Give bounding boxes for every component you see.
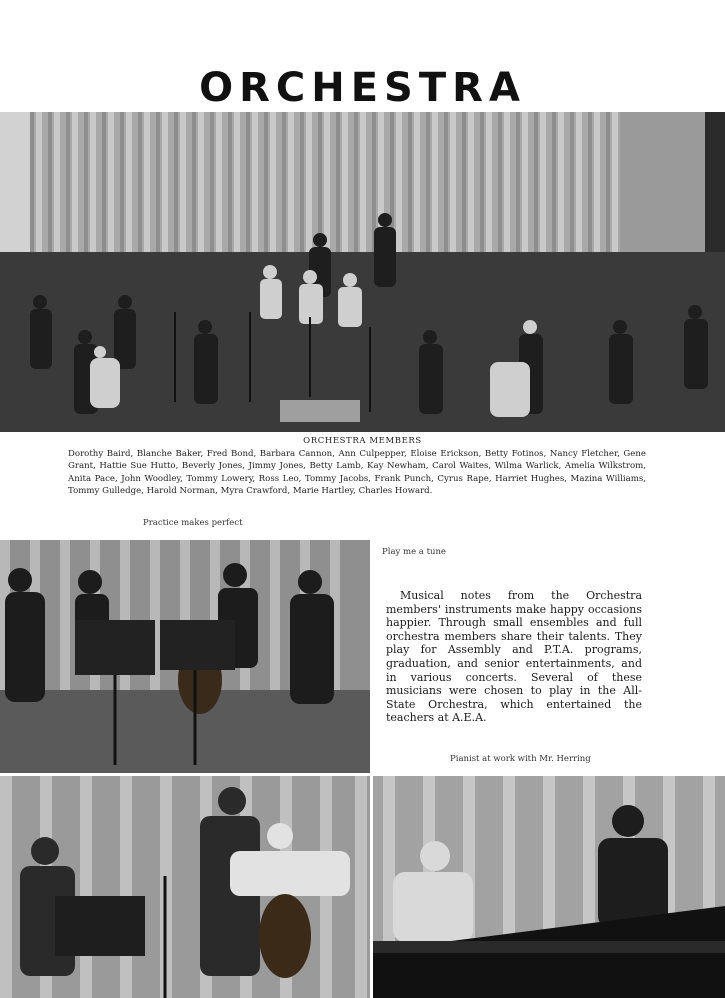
orchestra-group-photo	[0, 112, 725, 432]
members-heading: ORCHESTRA MEMBERS	[303, 436, 422, 446]
orchestra-description: Musical notes from the Orchestra members' instruments make happy occasions happier. Through small ensembles and full orchestra members share their talents. They play for Assembly and P.T.A. programs, graduation, and senior entertainments, and in various concerts. Several of these musicians were chosen to play in the All-State Orchestra, which entertained the teachers at A.E.A.	[386, 589, 642, 725]
caption-practice: Practice makes perfect	[143, 518, 243, 528]
string-quartet-photo	[0, 540, 370, 773]
members-list: Dorothy Baird, Blanche Baker, Fred Bond, Barbara Cannon, Ann Culpepper, Eloise Erickson, Betty Fotinos, Nancy Fletcher, Gene Grant, Hattie Sue Hutto, Beverly Jones, Jimmy Jones, Betty Lamb, Kay Newham, Carol Waites, Wilma Warlick, Amelia Wilkstrom, Anita Pace, John Woodley, Tommy Lowery, Ross Leo, Tommy Jacobs, Frank Punch, Cyrus Rape, Harriet Hughes, Mazina Williams, Tommy Gulledge, Harold Norman, Myra Crawford, Marie Hartley, Charles Howard.	[68, 449, 646, 496]
caption-pianist: Pianist at work with Mr. Herring	[450, 754, 591, 764]
violin-cello-trio-photo	[0, 776, 370, 998]
caption-tune: Play me a tune	[382, 547, 446, 557]
page-title: ORCHESTRA	[199, 64, 526, 111]
pianist-photo	[373, 776, 725, 998]
